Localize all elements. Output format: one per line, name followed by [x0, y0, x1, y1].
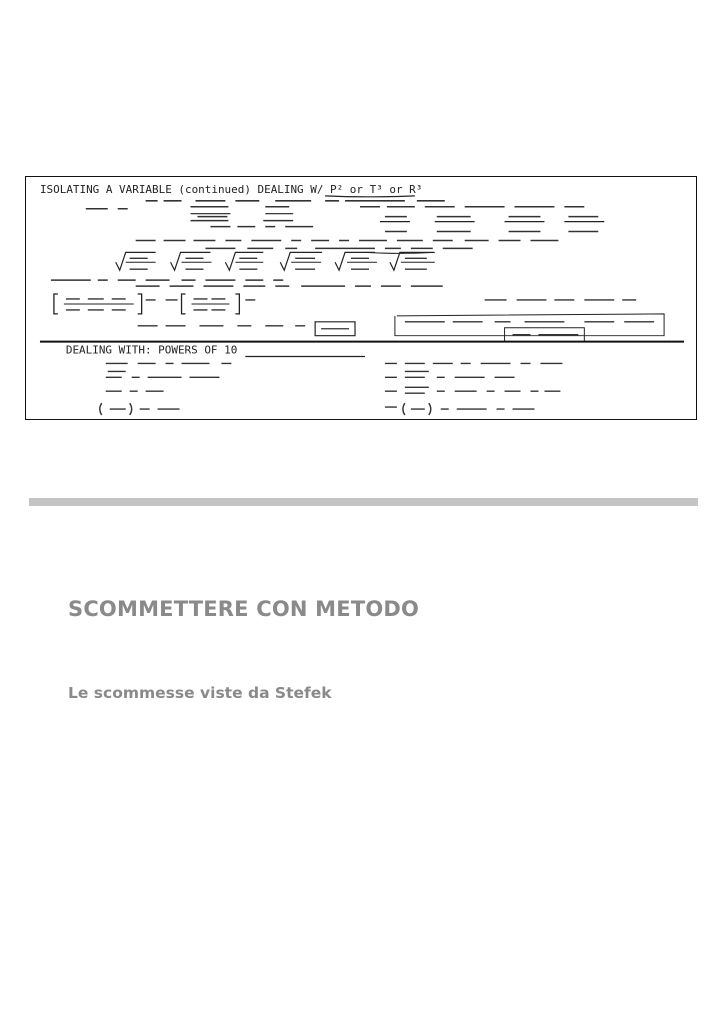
notes-heading-2: DEALING WITH: POWERS OF 10 — [65, 343, 238, 357]
handwritten-notes-drawing — [26, 177, 696, 419]
document-title: SCOMMETTERE CON METODO — [68, 597, 420, 621]
notes-heading-1: ISOLATING A VARIABLE (continued) DEALING W/ P² or T³ or R³ — [39, 182, 423, 196]
document-subtitle: Le scommesse viste da Stefek — [68, 684, 332, 702]
horizontal-divider — [29, 498, 698, 506]
cover-image-handwritten-notes — [25, 176, 697, 420]
